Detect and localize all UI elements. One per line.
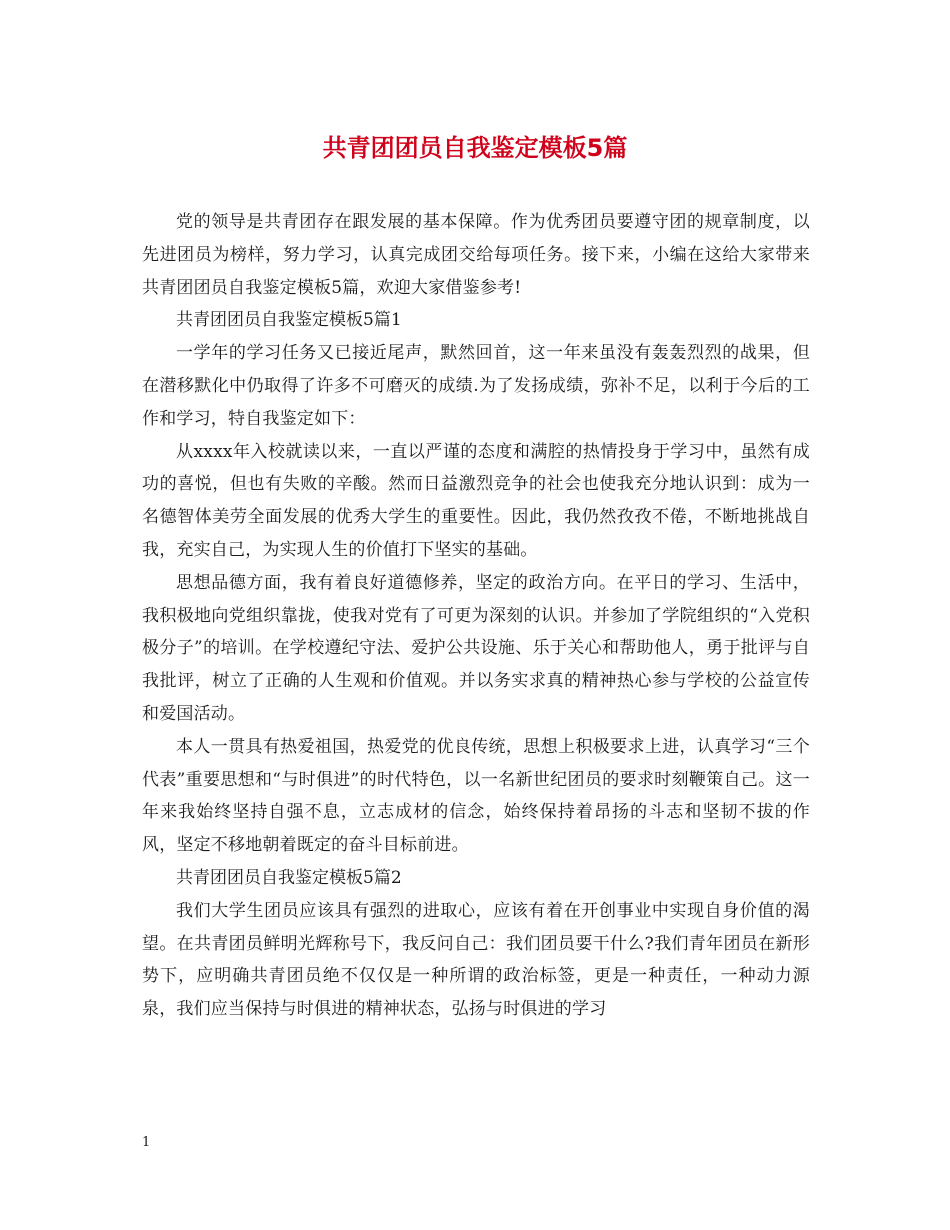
- paragraph: 从xxxx年入校就读以来，一直以严谨的态度和满腔的热情投身于学习中，虽然有成功的喜悦，但也有失败的辛酸。然而日益激烈竞争的社会也使我充分地认识到：成为一名德智体美劳全面发展的优秀大学生的重要性。因此，我仍然孜孜不倦，不断地挑战自我，充实自己，为实现人生的价值打下坚实的基础。: [142, 441, 810, 560]
- document-title: 共青团团员自我鉴定模板5篇: [322, 134, 628, 162]
- page-number: 1: [142, 1135, 151, 1150]
- section-heading-1: 共青团团员自我鉴定模板5篇1: [176, 310, 402, 331]
- document-body: [142, 206, 810, 1026]
- intro-paragraph: 党的领导是共青团存在跟发展的基本保障。作为优秀团员要遵守团的规章制度，以先进团员为榜样，努力学习，认真完成团交给每项任务。接下来，小编在这给大家带来共青团团员自我鉴定模板5篇，欢迎大家借鉴参考!: [142, 212, 810, 298]
- paragraph: 我们大学生团员应该具有强烈的进取心，应该有着在开创事业中实现自身价值的渴望。在共青团员鲜明光辉称号下，我反问自己：我们团员要干什么?我们青年团员在新形势下，应明确共青团员绝不仅仅是一种所谓的政治标签，更是一种责任，一种动力源泉，我们应当保持与时俱进的精神状态，弘扬与时俱进的学习: [142, 900, 810, 1020]
- paragraph: 本人一贯具有热爱祖国，热爱党的优良传统，思想上积极要求上进，认真学习“三个代表”重要思想和“与时俱进”的时代特色，以一名新世纪团员的要求时刻鞭策自己。这一年来我始终坚持自强不息，立志成材的信念，始终保持着昂扬的斗志和坚韧不拔的作风，坚定不移地朝着既定的奋斗目标前进。: [142, 736, 810, 856]
- paragraph: 思想品德方面，我有着良好道德修养，坚定的政治方向。在平日的学习、生活中，我积极地向党组织靠拢，使我对党有了可更为深刻的认识。并参加了学院组织的“入党积极分子”的培训。在学校遵纪守法、爱护公共设施、乐于关心和帮助他人，勇于批评与自我批评，树立了正确的人生观和价值观。并以务实求真的精神热心参与学校的公益宣传和爱国活动。: [142, 572, 810, 724]
- section-heading-2: 共青团团员自我鉴定模板5篇2: [176, 867, 402, 888]
- paragraph: 一学年的学习任务又已接近尾声，默然回首，这一年来虽没有轰轰烈烈的战果，但在潜移默化中仍取得了许多不可磨灭的成绩.为了发扬成绩，弥补不足，以利于今后的工作和学习，特自我鉴定如下：: [142, 343, 810, 429]
